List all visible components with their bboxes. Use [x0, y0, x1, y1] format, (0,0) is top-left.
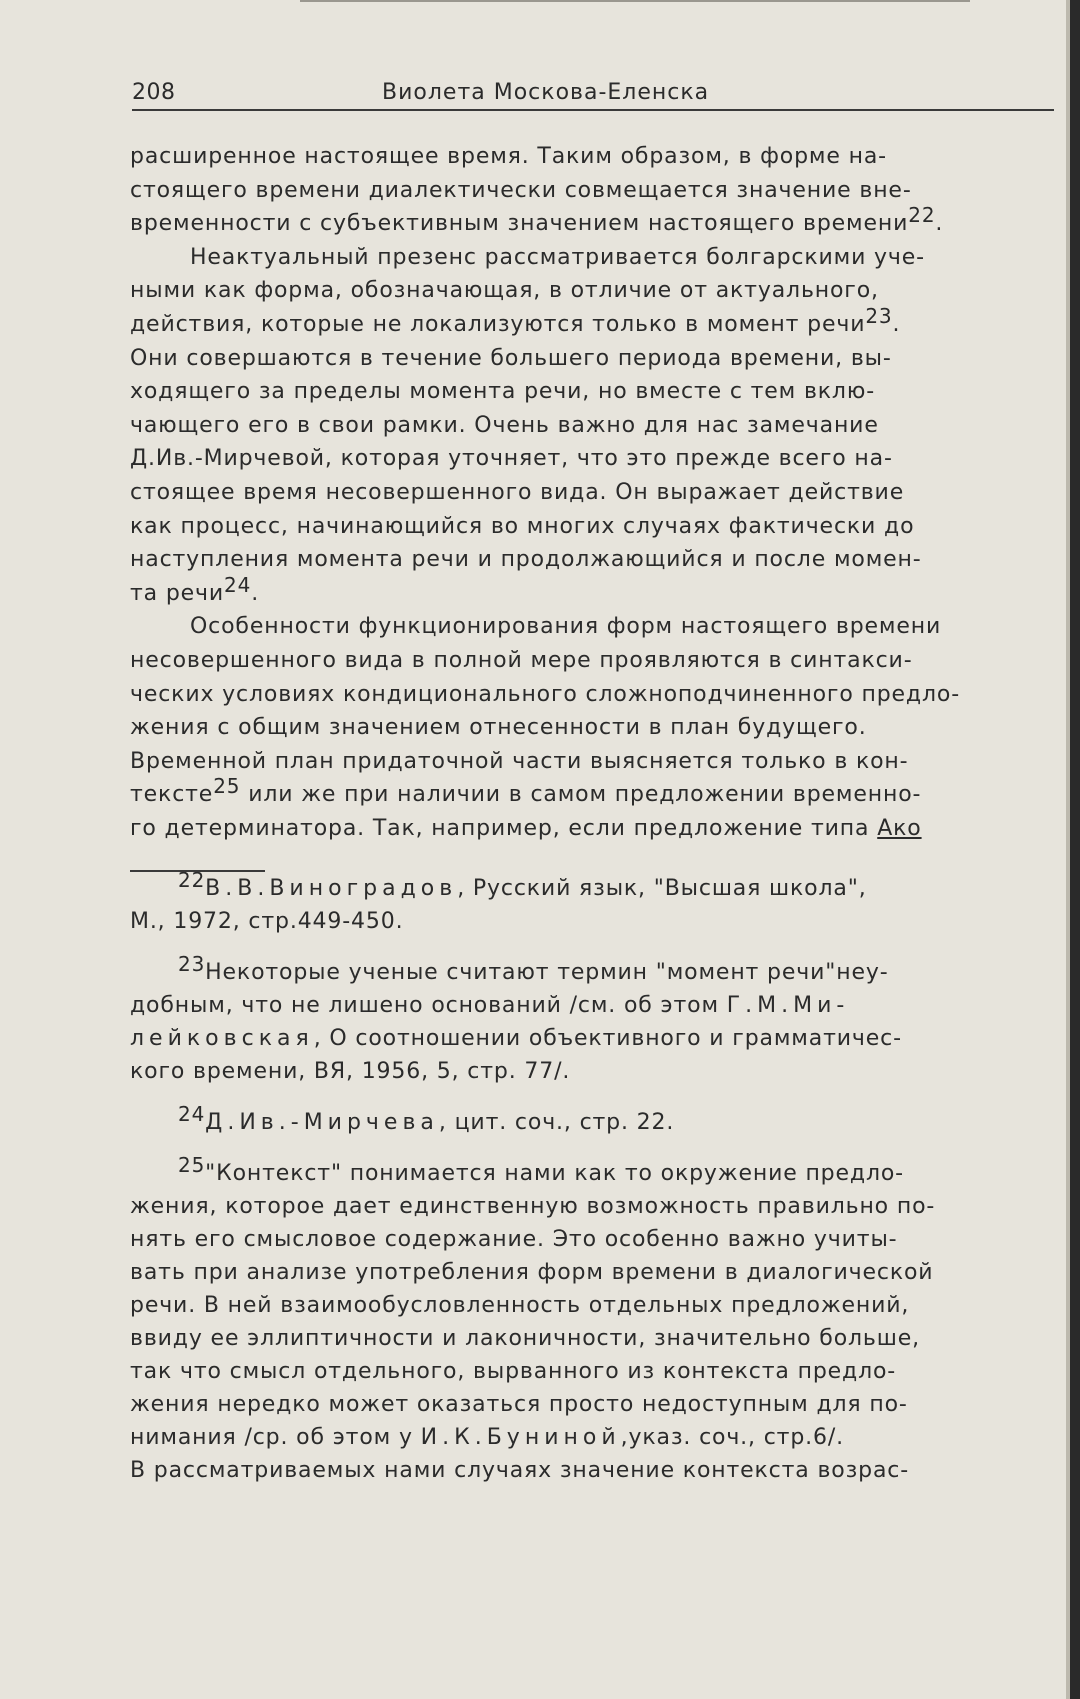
text-line: как процесс, начинающийся во многих случаях фактически до: [130, 513, 915, 539]
text-line: жения с общим значением отнесенности в план будущего.: [130, 715, 867, 741]
footnote-ref[interactable]: 25: [213, 774, 241, 799]
main-text: [130, 140, 1056, 845]
footnote-line: кого времени, ВЯ, 1956, 5, стр. 77/.: [130, 1059, 571, 1084]
footnote-ref[interactable]: 22: [908, 203, 936, 228]
text-line: действия, которые не локализуются только в момент речи$^{23}$.: [130, 303, 901, 337]
header-rule: [132, 109, 1054, 111]
footnote-author: В.В.Виноградов: [205, 876, 458, 901]
footnote-23: $^{23}$Некоторые ученые считают термин "момент речи"неу-: [178, 952, 889, 985]
footnotes: [130, 868, 1056, 1487]
footnote-ref[interactable]: 24: [224, 572, 252, 597]
text-line: наступления момента речи и продолжающийся и после момен-: [130, 547, 922, 573]
footnote-22: $^{22}$В.В.Виноградов, Русский язык, "Высшая школа",: [178, 868, 867, 901]
footnote-line: ввиду ее эллиптичности и лаконичности, значительно больше,: [130, 1326, 920, 1351]
footnote-25: $^{25}$"Контекст" понимается нами как то окружение предло-: [178, 1153, 904, 1186]
text-line: Временной план придаточной части выясняется только в кон-: [130, 748, 909, 774]
page-number: 208: [132, 80, 176, 105]
text-line: стоящего времени диалектически совмещается значение вне-: [130, 177, 912, 203]
text-line: Д.Ив.-Мирчевой, которая уточняет, что это прежде всего на-: [130, 446, 893, 472]
footnote-author: Г.М.Ми-: [726, 993, 850, 1018]
footnote-number: 23: [178, 952, 206, 976]
text-line: расширенное настоящее время. Таким образом, в форме на-: [130, 144, 887, 169]
footnote-line: вать при анализе употребления форм времени в диалогической: [130, 1260, 934, 1285]
top-edge-line: [300, 0, 970, 2]
footnote-line: В рассматриваемых нами случаях значение контекста возрас-: [130, 1458, 910, 1483]
text-line: временности с субъективным значением настоящего времени$^{22}$.: [130, 203, 944, 237]
footnote-line: М., 1972, стр.449-450.: [130, 909, 404, 934]
footnote-line: добным, что не лишено оснований /см. об этом Г.М.Ми-: [130, 993, 850, 1018]
text-line: тексте$^{25}$ или же при наличии в самом предложении временно-: [130, 774, 922, 808]
text-line: ными как форма, обозначающая, в отличие от актуального,: [130, 278, 879, 304]
text-line: стоящее время несовершенного вида. Он выражает действие: [130, 479, 905, 505]
footnote-author: Д.Ив.-Мирчева: [205, 1110, 439, 1135]
footnote-line: жения, которое дает единственную возможность правильно по-: [130, 1194, 936, 1219]
footnote-line: лейковская, О соотношении объективного и грамматичес-: [130, 1026, 902, 1051]
example-word: Ако: [877, 815, 922, 841]
text-line: Они совершаются в течение большего периода времени, вы-: [130, 345, 892, 371]
text-line: го детерминатора. Так, например, если предложение типа Ако: [130, 815, 922, 841]
footnote-line: речи. В ней взаимообусловленность отдельных предложений,: [130, 1293, 910, 1318]
footnote-line: так что смысл отдельного, вырванного из контекста предло-: [130, 1359, 897, 1384]
footnote-number: 24: [178, 1102, 206, 1126]
footnote-author: лейковская: [130, 1026, 314, 1051]
footnote-number: 22: [178, 868, 206, 892]
paragraph-start: Неактуальный презенс рассматривается болгарскими уче-: [190, 244, 925, 270]
running-title: Виолета Москова-Еленска: [382, 80, 710, 105]
footnote-author: И.К.Буниной: [420, 1425, 621, 1450]
text-line: та речи$^{24}$.: [130, 572, 260, 606]
page-edge: [1070, 0, 1080, 1699]
footnote-ref[interactable]: 23: [865, 303, 893, 328]
text-line: ческих условиях кондиционального сложноподчиненного предло-: [130, 681, 960, 707]
footnote-24: $^{24}$Д.Ив.-Мирчева, цит. соч., стр. 22.: [178, 1102, 675, 1135]
text-line: чающего его в свои рамки. Очень важно для нас замечание: [130, 412, 879, 438]
text-line: несовершенного вида в полной мере проявляются в синтакси-: [130, 647, 913, 673]
footnote-line: жения нередко может оказаться просто недоступным для по-: [130, 1392, 908, 1417]
footnote-number: 25: [178, 1153, 206, 1177]
footnote-line: нимания /ср. об этом у И.К.Буниной,указ. соч., стр.6/.: [130, 1425, 844, 1450]
text-line: ходящего за пределы момента речи, но вместе с тем вклю-: [130, 379, 875, 405]
footnote-line: нять его смысловое содержание. Это особенно важно учиты-: [130, 1227, 898, 1252]
paragraph-start: Особенности функционирования форм настоящего времени: [190, 614, 942, 640]
